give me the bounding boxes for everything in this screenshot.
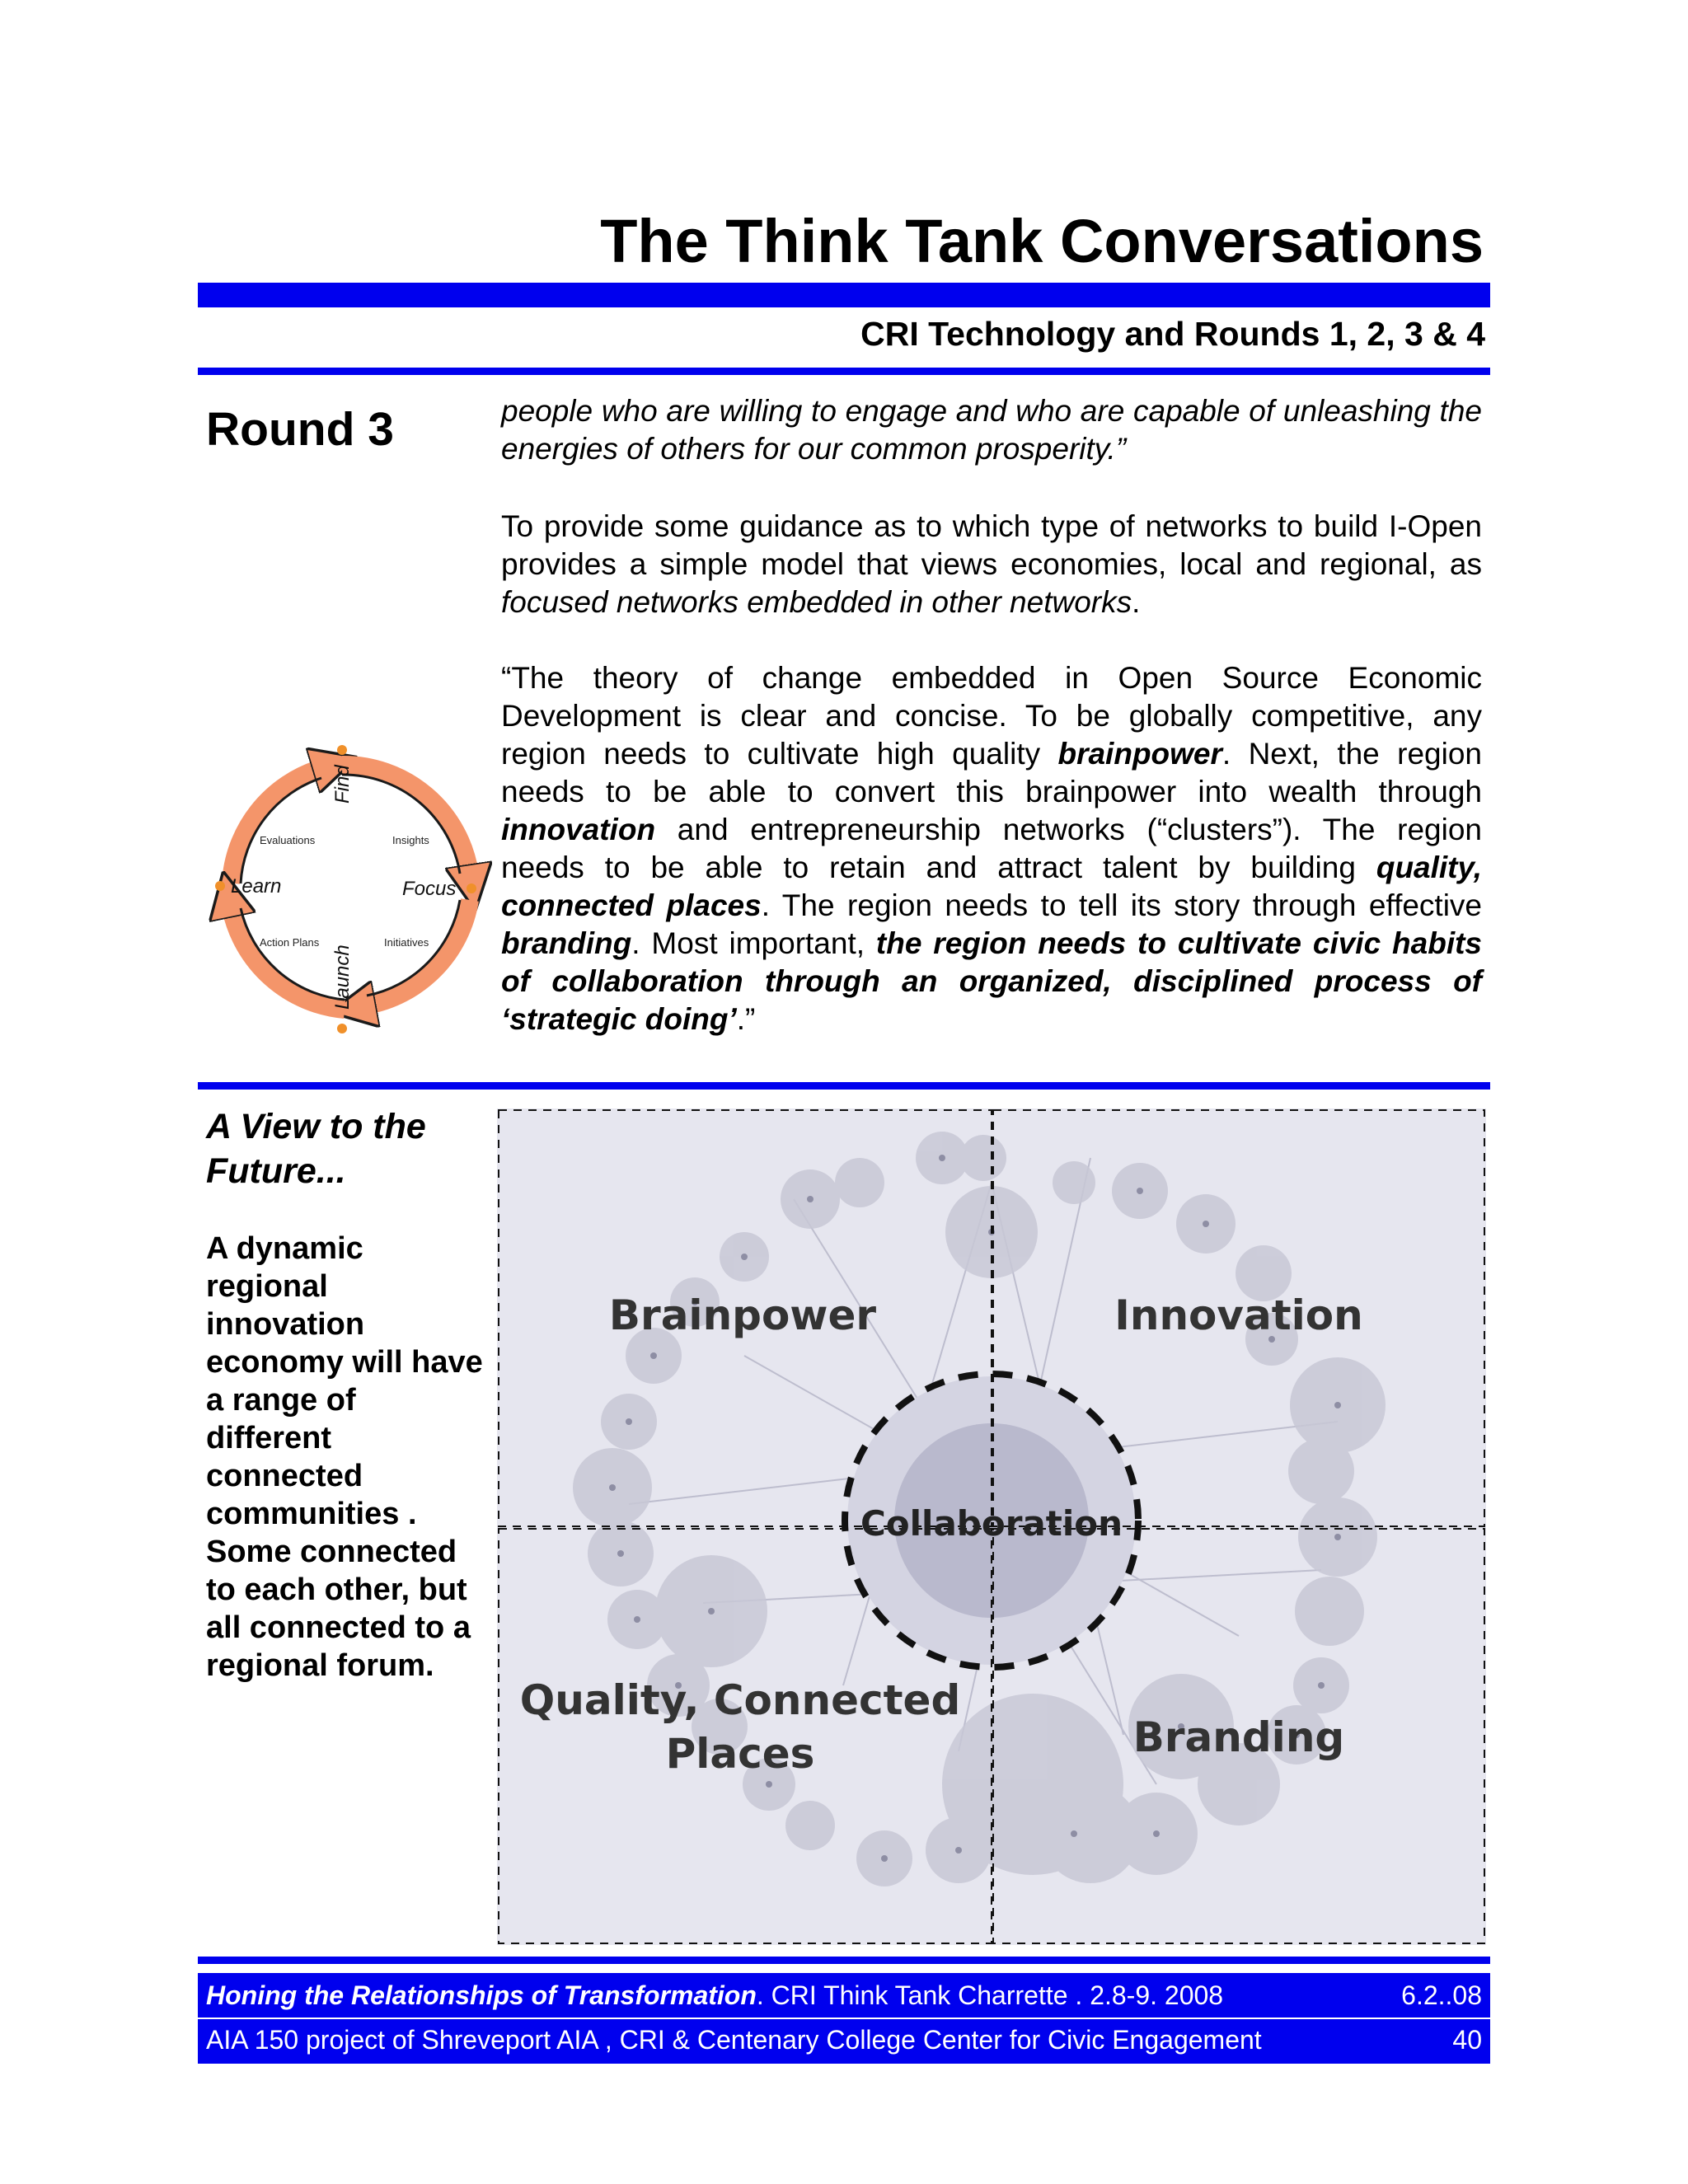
- innovation-network-diagram: [497, 1108, 1486, 1945]
- find-dot-icon: [337, 745, 347, 755]
- page-footer: [198, 1973, 1490, 2064]
- step-insights: Insights: [392, 834, 429, 846]
- p3-text-5: . Most important,: [631, 926, 876, 960]
- footer-divider: [198, 2018, 1490, 2019]
- footer-rule: [198, 1957, 1490, 1964]
- paragraph-2-lead: To provide some guidance as to which type of networks to build I-Open provides a simple model that views economies, local and regional, as: [501, 509, 1482, 581]
- page-subtitle: CRI Technology and Rounds 1, 2, 3 & 4: [860, 315, 1485, 353]
- phase-find: Find: [331, 765, 354, 804]
- future-section-title: A View to the Future...: [206, 1107, 426, 1191]
- theory-paragraph: [501, 659, 1482, 1038]
- footer-line-1: [206, 1976, 1482, 2014]
- page-title: The Think Tank Conversations: [600, 207, 1484, 275]
- label-collaboration: Collaboration: [860, 1503, 1123, 1544]
- section-label: Round 3: [206, 403, 394, 456]
- footer-date: 6.2..08: [1401, 1980, 1482, 2010]
- p3-text-6: .”: [736, 1002, 756, 1036]
- label-quality-connected: Quality, Connected: [519, 1676, 961, 1724]
- p3-collaboration: the region needs to cultivate civic habits of collaboration through an organized, disciplined process of ‘strategic doing’: [501, 926, 1483, 1036]
- paragraph-3: [501, 659, 1482, 1038]
- label-branding: Branding: [1132, 1713, 1345, 1761]
- page-number: 40: [1452, 2025, 1482, 2055]
- p3-brainpower: brainpower: [1057, 737, 1222, 771]
- p3-text-1: “The theory of change embedded in Open Source Economic Development is clear and concise. To be globally competitive, any region needs to cultivate high quality: [501, 661, 1482, 771]
- cycle-arrow-launch-learn: [231, 908, 345, 1010]
- future-section-description: A dynamic regional innovation economy will have a range of different connected communities . Some connected to each other, but all connected to a regional forum.: [206, 1231, 483, 1683]
- p3-quality-places: quality, connected places: [501, 851, 1482, 922]
- p3-branding: branding: [501, 926, 632, 960]
- section-divider: [198, 1082, 1490, 1090]
- p3-text-3: and entrepreneurship networks (“clusters”). The region needs to be able to retain and attract talent by building: [501, 813, 1482, 884]
- learn-dot-icon: [215, 881, 225, 891]
- label-places: Places: [665, 1730, 815, 1778]
- paragraph-1: people who are willing to engage and who are capable of unleashing the energies of others for our common prosperity.”: [501, 394, 1482, 466]
- quote-continuation: [501, 392, 1482, 468]
- step-evaluations: Evaluations: [260, 834, 316, 846]
- p3-text-4: . The region needs to tell its story through effective: [761, 888, 1483, 922]
- launch-dot-icon: [337, 1024, 347, 1033]
- p3-text-2: . Next, the region needs to be able to convert this brainpower into wealth through: [501, 737, 1482, 808]
- footer-line-2: [206, 2021, 1482, 2059]
- cycle-arrow-find-focus: [342, 765, 470, 874]
- label-innovation: Innovation: [1114, 1291, 1363, 1339]
- title-rule: [198, 283, 1490, 307]
- subtitle-rule: [198, 368, 1490, 375]
- footer-event: . CRI Think Tank Charrette . 2.8-9. 2008: [756, 1980, 1224, 2010]
- phase-launch: Launch: [331, 944, 354, 1010]
- label-brainpower: Brainpower: [608, 1291, 877, 1339]
- p3-innovation: innovation: [501, 813, 656, 846]
- paragraph-2-emphasis: focused networks embedded in other networks: [501, 585, 1132, 619]
- cycle-arrow-learn-find: [231, 768, 321, 883]
- focus-dot-icon: [467, 883, 476, 893]
- phase-focus: Focus: [402, 878, 457, 900]
- paragraph-2-end: .: [1132, 585, 1141, 619]
- strategic-doing-cycle-diagram: [198, 725, 503, 1055]
- guidance-paragraph: [501, 508, 1482, 621]
- footer-project: AIA 150 project of Shreveport AIA , CRI & Centenary College Center for Civic Engagement: [206, 2025, 1262, 2055]
- footer-report-title: Honing the Relationships of Transformation: [206, 1980, 757, 2010]
- cycle-arrow-focus-launch: [367, 900, 470, 1005]
- step-initiatives: Initiatives: [384, 936, 429, 949]
- step-action-plans: Action Plans: [260, 936, 320, 949]
- phase-learn: Learn: [231, 875, 282, 898]
- paragraph-2: [501, 508, 1482, 621]
